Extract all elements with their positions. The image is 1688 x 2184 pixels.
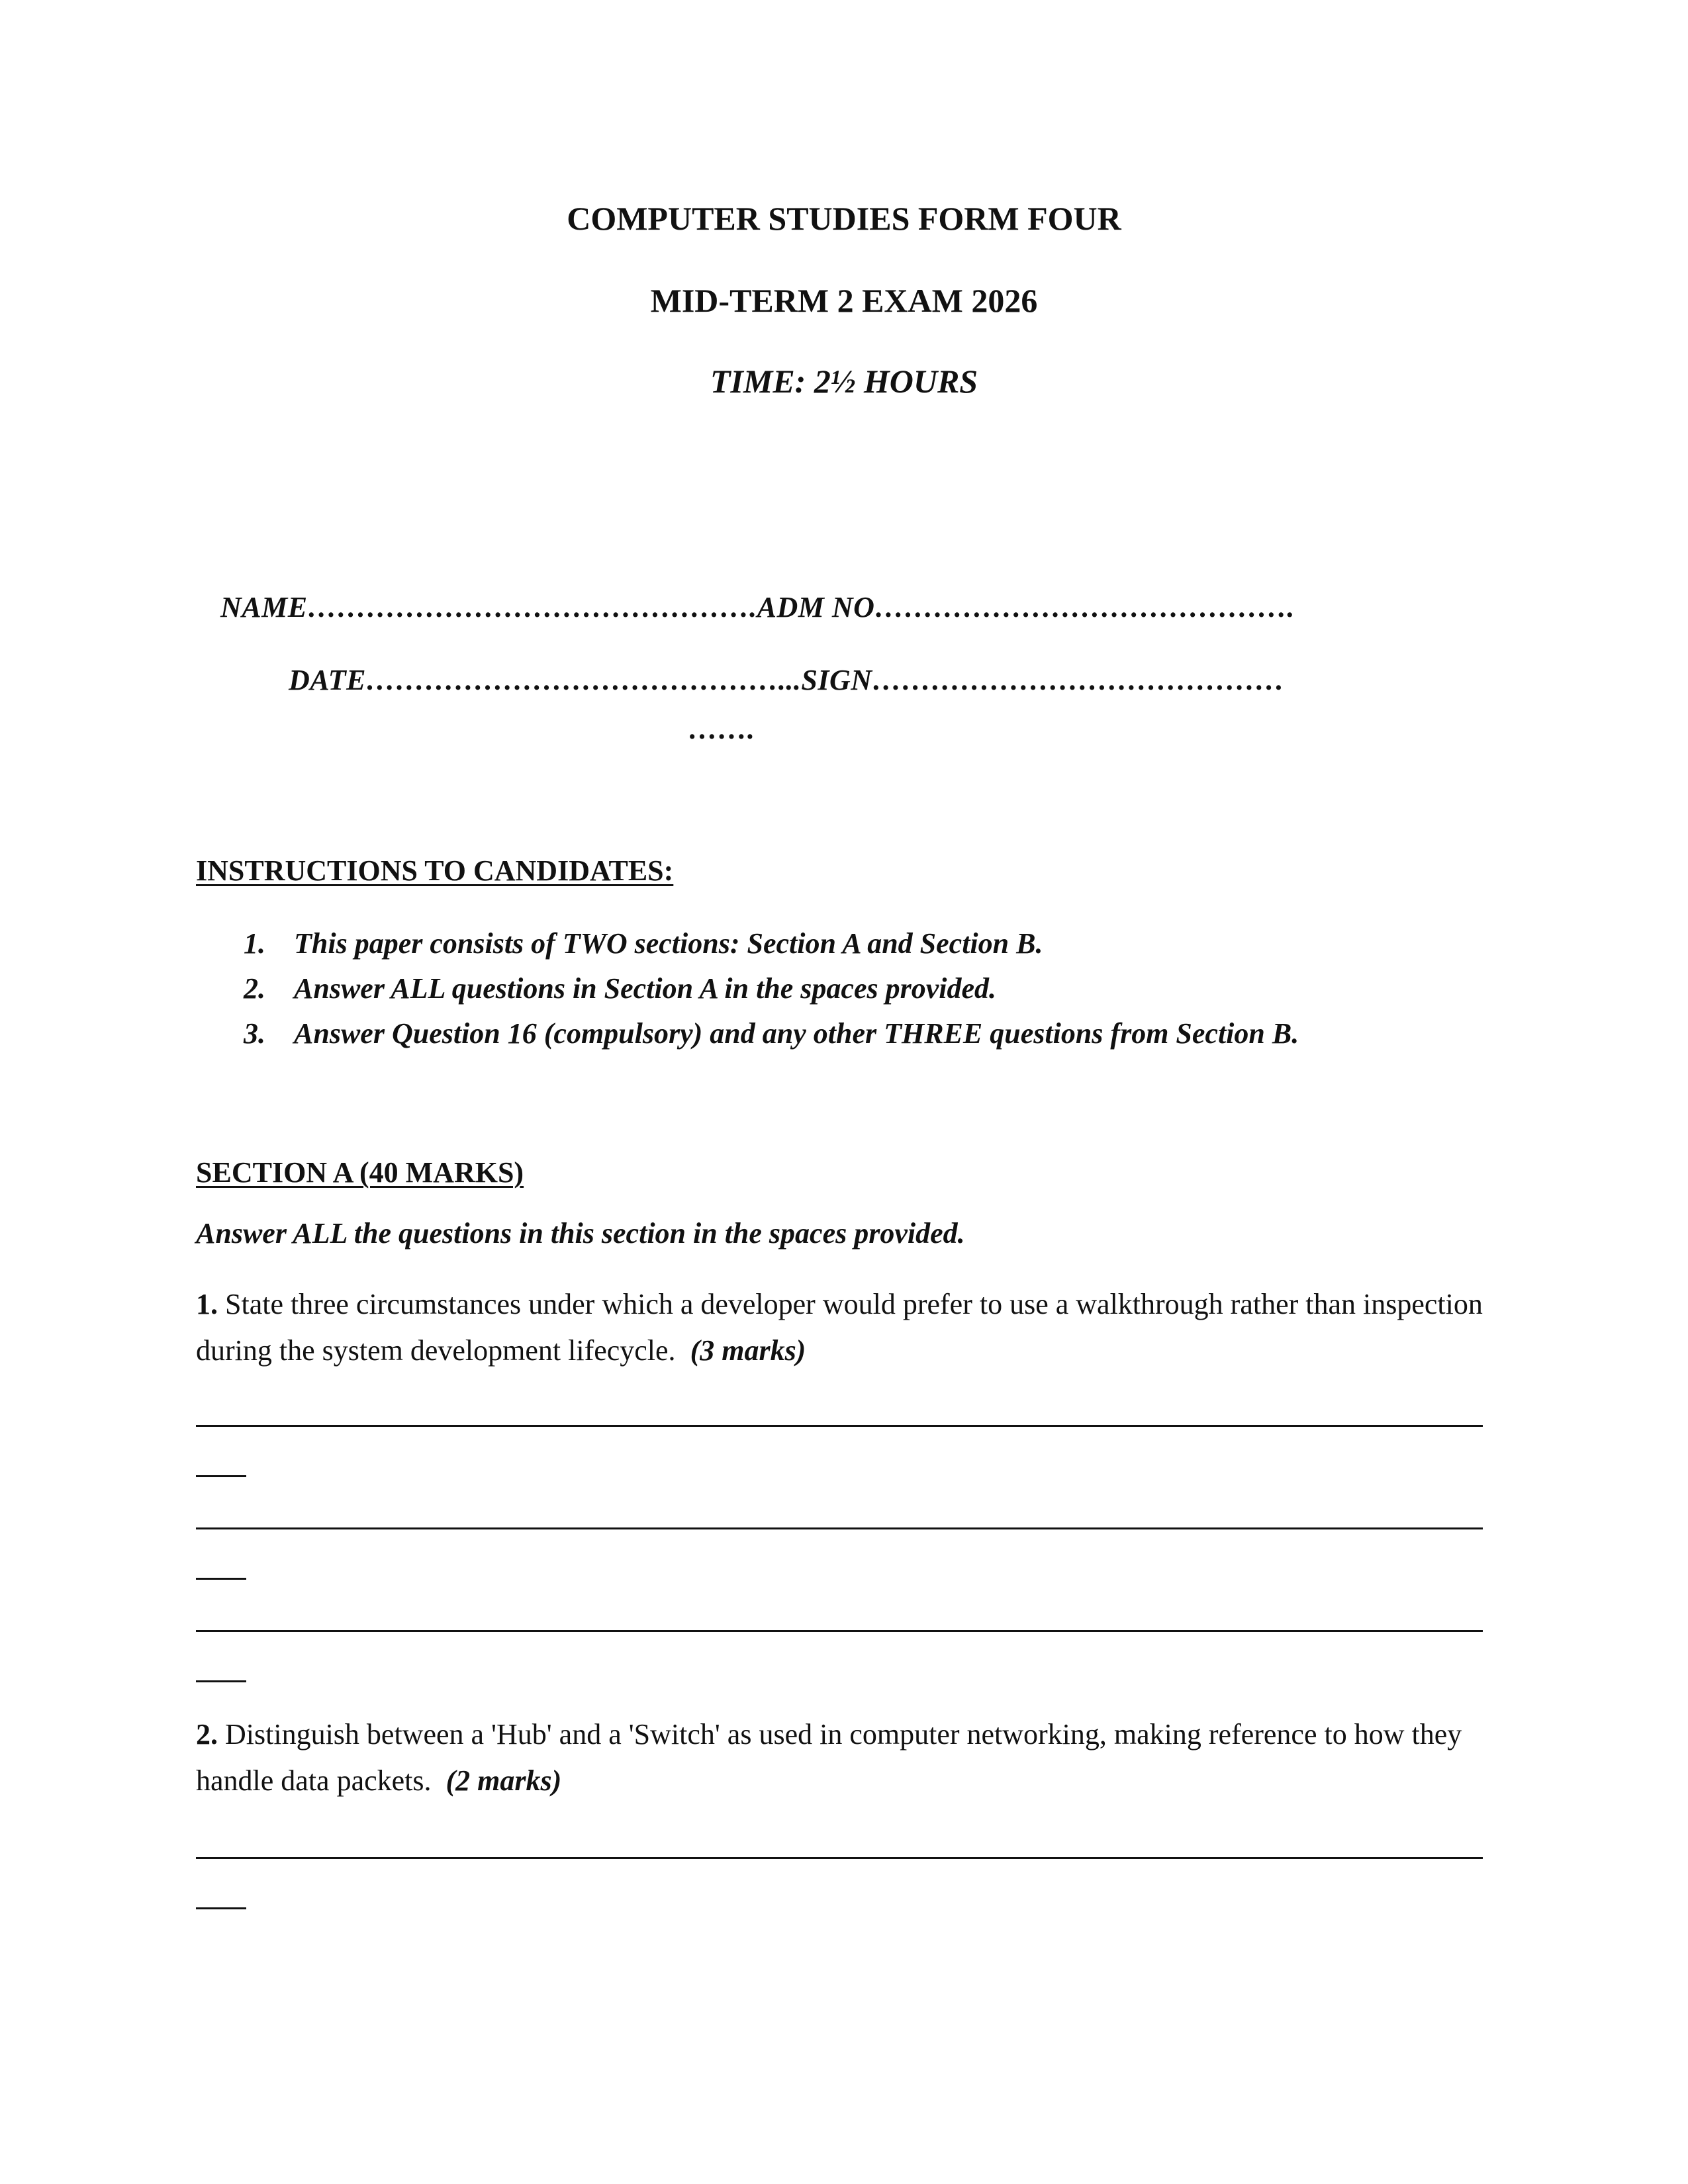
- question-number: 1.: [196, 1288, 218, 1320]
- question-marks: (2 marks): [445, 1764, 562, 1797]
- answer-line[interactable]: [196, 1630, 1483, 1632]
- instruction-text: Answer ALL questions in Section A in the spaces provided.: [294, 972, 997, 1005]
- answer-line-stub: [196, 1475, 246, 1477]
- name-adm-field: NAME……………………………………….ADM NO…………………………………….: [220, 591, 1295, 623]
- answer-line[interactable]: [196, 1857, 1483, 1859]
- question-number: 2.: [196, 1718, 218, 1751]
- date-sign-field: DATE……………………………………...SIGN……………………………………: [289, 664, 1285, 696]
- instruction-number: 1.: [244, 927, 265, 960]
- question-text: Distinguish between a 'Hub' and a 'Switch' as used in computer networking, making reference to how they handle data packets.: [196, 1718, 1462, 1797]
- answer-line[interactable]: [196, 1425, 1483, 1427]
- answer-line-stub: [196, 1578, 246, 1580]
- instructions-list: [196, 921, 1520, 1056]
- date-sign-field-continuation: …….: [688, 713, 755, 745]
- exam-title: COMPUTER STUDIES FORM FOUR: [567, 200, 1121, 237]
- answer-line-stub: [196, 1907, 246, 1909]
- instruction-item: [196, 966, 1520, 1011]
- instruction-item: [196, 1011, 1520, 1056]
- section-a-heading: SECTION A (40 MARKS): [196, 1156, 524, 1189]
- instruction-item: [196, 921, 1520, 966]
- exam-time: TIME: 2½ HOURS: [710, 363, 978, 400]
- question-2: [196, 1711, 1487, 1804]
- instructions-heading: INSTRUCTIONS TO CANDIDATES:: [196, 854, 674, 887]
- question-text: State three circumstances under which a developer would prefer to use a walkthrough rather than inspection during the system development lifecycle.: [196, 1288, 1483, 1367]
- question-marks: (3 marks): [690, 1334, 806, 1367]
- instruction-number: 3.: [244, 1017, 265, 1050]
- instruction-text: Answer Question 16 (compulsory) and any other THREE questions from Section B.: [294, 1017, 1299, 1050]
- exam-name: MID-TERM 2 EXAM 2026: [650, 282, 1038, 319]
- answer-line[interactable]: [196, 1527, 1483, 1529]
- answer-line-stub: [196, 1680, 246, 1682]
- instruction-number: 2.: [244, 972, 265, 1005]
- question-1: [196, 1281, 1487, 1374]
- instruction-text: This paper consists of TWO sections: Section A and Section B.: [294, 927, 1043, 960]
- section-a-note: Answer ALL the questions in this section in the spaces provided.: [196, 1217, 965, 1250]
